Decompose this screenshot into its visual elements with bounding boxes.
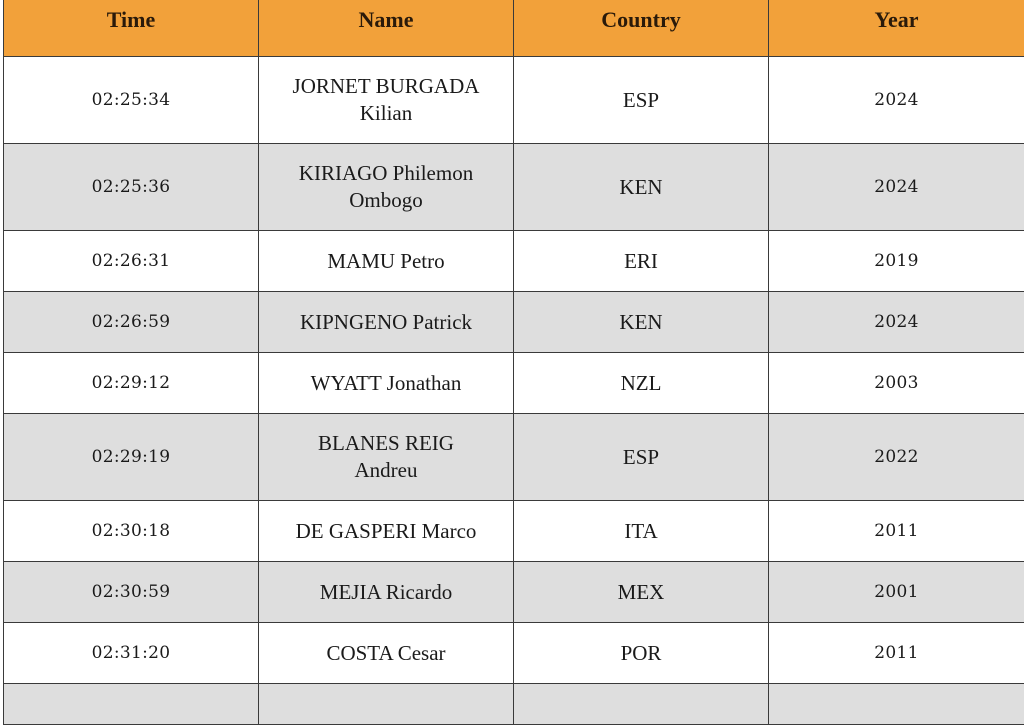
cell-name: WYATT Jonathan: [259, 353, 514, 414]
cell-country: ITA: [514, 501, 769, 562]
cell-time: 02:26:31: [4, 231, 259, 292]
cell-empty: [514, 684, 769, 725]
cell-country: ESP: [514, 414, 769, 501]
table-row: [4, 292, 1024, 353]
table-row: [4, 57, 1024, 144]
cell-country: MEX: [514, 562, 769, 623]
cell-time: 02:25:34: [4, 57, 259, 144]
cell-time: 02:29:12: [4, 353, 259, 414]
cell-name: DE GASPERI Marco: [259, 501, 514, 562]
cell-year: 2011: [769, 501, 1024, 562]
table-row: [4, 623, 1024, 684]
cell-year: 2024: [769, 57, 1024, 144]
cell-country: POR: [514, 623, 769, 684]
cell-year: 2001: [769, 562, 1024, 623]
cell-year: 2003: [769, 353, 1024, 414]
cell-time: 02:31:20: [4, 623, 259, 684]
cell-time: 02:30:18: [4, 501, 259, 562]
table-row: [4, 501, 1024, 562]
cell-country: KEN: [514, 292, 769, 353]
cell-country: ESP: [514, 57, 769, 144]
cell-country: KEN: [514, 144, 769, 231]
cell-empty: [769, 684, 1024, 725]
header-name: Name: [259, 0, 514, 57]
table-row: [4, 231, 1024, 292]
cell-empty: [4, 684, 259, 725]
header-country: Country: [514, 0, 769, 57]
table-row: [4, 353, 1024, 414]
cell-year: 2011: [769, 623, 1024, 684]
cell-country: ERI: [514, 231, 769, 292]
header-time: Time: [4, 0, 259, 57]
cell-time: 02:30:59: [4, 562, 259, 623]
cell-time: 02:25:36: [4, 144, 259, 231]
cell-year: 2019: [769, 231, 1024, 292]
cell-name: BLANES REIG Andreu: [259, 414, 514, 501]
cell-name: MAMU Petro: [259, 231, 514, 292]
cell-time: 02:29:19: [4, 414, 259, 501]
cell-year: 2024: [769, 292, 1024, 353]
cell-name: MEJIA Ricardo: [259, 562, 514, 623]
table-row-partial: [4, 684, 1024, 725]
cell-country: NZL: [514, 353, 769, 414]
cell-name: COSTA Cesar: [259, 623, 514, 684]
results-table: [3, 0, 1024, 725]
table-row: [4, 144, 1024, 231]
header-row: [4, 0, 1024, 57]
cell-time: 02:26:59: [4, 292, 259, 353]
cell-name: KIPNGENO Patrick: [259, 292, 514, 353]
cell-name: JORNET BURGADA Kilian: [259, 57, 514, 144]
table-row: [4, 414, 1024, 501]
cell-year: 2024: [769, 144, 1024, 231]
cell-year: 2022: [769, 414, 1024, 501]
cell-empty: [259, 684, 514, 725]
table-row: [4, 562, 1024, 623]
cell-name: KIRIAGO Philemon Ombogo: [259, 144, 514, 231]
header-year: Year: [769, 0, 1024, 57]
